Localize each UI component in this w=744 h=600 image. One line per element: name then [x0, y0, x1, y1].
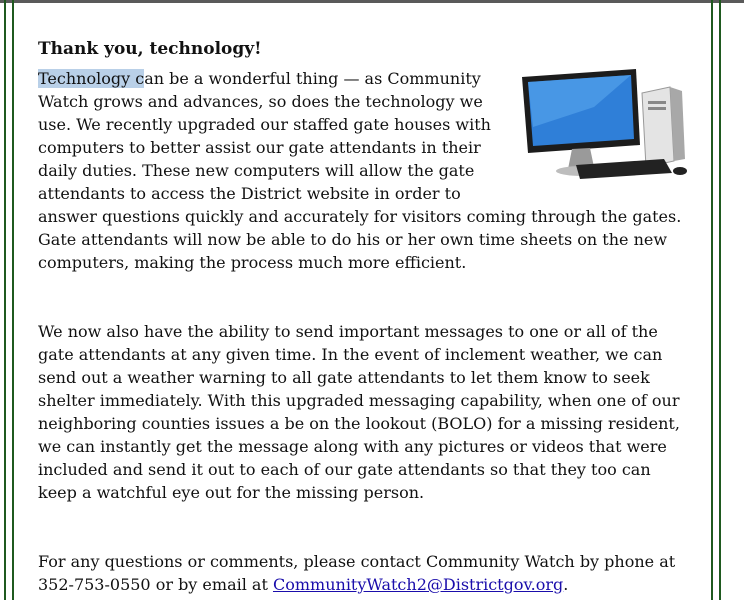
contact-text: For any questions or comments, please contact Community Watch by phone at 352-753-0550 or by email at — [38, 552, 676, 594]
contact-end: . — [563, 575, 569, 594]
article — [38, 38, 694, 596]
paragraph-1 — [38, 67, 694, 274]
desktop-computer-icon — [514, 67, 694, 185]
paragraph-3 — [38, 550, 694, 596]
top-bar — [0, 0, 744, 3]
highlighted-text: Technology c — [38, 69, 145, 88]
page-border-left — [4, 0, 14, 600]
article-title: Thank you, technology! — [38, 39, 262, 59]
page-border-right — [711, 0, 721, 600]
paragraph-1-text: an be a wonderful thing — as Community Watch grows and advances, so does the technology we use. We recently upgraded our staffed gate houses with computers to better assist our gate attendants in their daily duties. These new computers will allow the gate attendants to access the District website in order to answer questions quickly and accurately for visitors coming through the gates. Gate attendants will now be able to do his or her own time sheets on the new computers, making the process much more efficient. — [38, 69, 682, 272]
email-link[interactable]: CommunityWatch2@Districtgov.org — [272, 575, 564, 594]
paragraph-2: We now also have the ability to send important messages to one or all of the gate attendants at any given time. In the event of inclement weather, we can send out a weather warning to all gate attendants to let them know to seek shelter immediately. With this upgraded messaging capability, when one of our neighboring counties issues a be on the lookout (BOLO) for a missing resident, we can instantly get the message along with any pictures or videos that were included and send it out to each of our gate attendants so that they too can keep a watchful eye out for the missing person. — [38, 322, 680, 502]
